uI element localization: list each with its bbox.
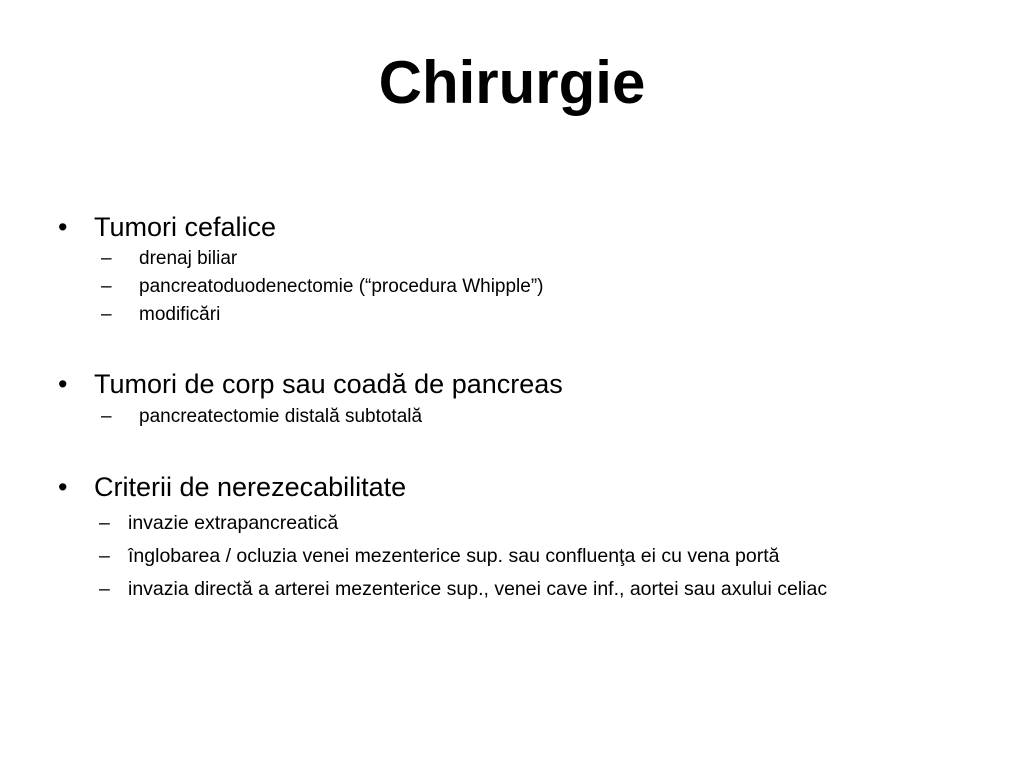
bullet-heading [58, 211, 276, 243]
sub-bullet [101, 303, 220, 327]
dash-marker: – [101, 304, 112, 325]
dash-marker: – [99, 512, 110, 534]
bullet-text: Criterii de nerezecabilitate [94, 472, 407, 502]
dash-marker: – [101, 248, 112, 269]
sub-bullet [99, 511, 338, 535]
sub-bullet [101, 275, 544, 299]
bullet-dot: • [58, 212, 68, 242]
sub-bullet-text: invazia directă a arterei mezenterice sup., venei cave inf., aortei sau axului celiac [128, 578, 828, 600]
dash-marker: – [101, 276, 112, 297]
sub-bullet [101, 247, 237, 271]
bullet-dot: • [58, 472, 68, 502]
sub-bullet [99, 544, 780, 568]
bullet-text: Tumori de corp sau coadă de pancreas [94, 369, 563, 399]
sub-bullet-text: pancreatoduodenectomie (“procedura Whipple”) [139, 276, 544, 297]
sub-bullet-text: pancreatectomie distală subtotală [139, 406, 423, 427]
sub-bullet [101, 405, 422, 429]
slide-title: Chirurgie [378, 49, 646, 116]
sub-bullet-text: drenaj biliar [139, 248, 238, 269]
sub-bullet [99, 577, 827, 601]
sub-bullet-text: invazie extrapancreatică [128, 512, 339, 534]
bullet-heading [58, 471, 406, 503]
bullet-dot: • [58, 369, 68, 399]
dash-marker: – [101, 406, 112, 427]
bullet-text: Tumori cefalice [94, 212, 277, 242]
dash-marker: – [99, 578, 110, 600]
dash-marker: – [99, 545, 110, 567]
sub-bullet-text: înglobarea / ocluzia venei mezenterice sup. sau confluenţa ei cu vena portă [128, 545, 780, 567]
sub-bullet-text: modificări [139, 304, 221, 325]
bullet-heading [58, 368, 563, 400]
